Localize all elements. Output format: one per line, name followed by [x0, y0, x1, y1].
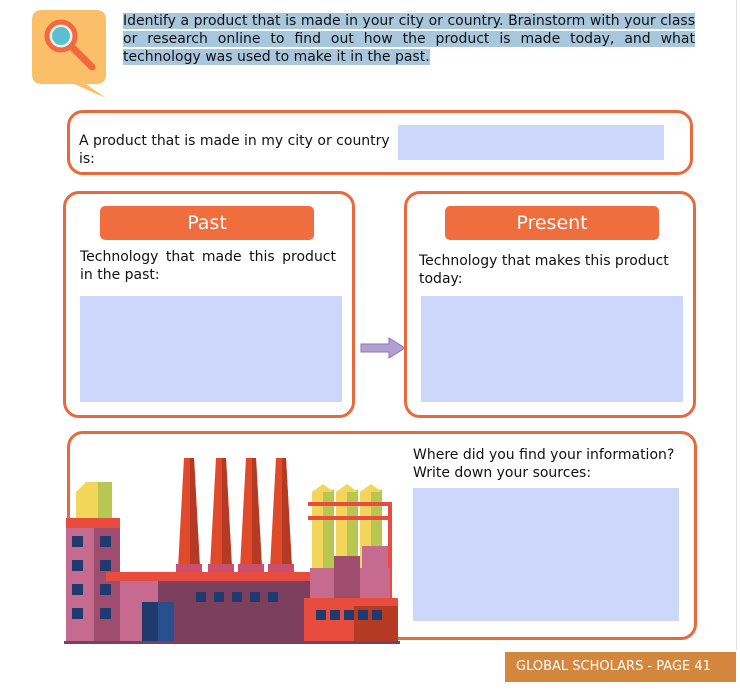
sources-prompt-line1: Where did you find your information? [413, 447, 675, 463]
present-title: Present [445, 206, 659, 240]
instructions-text: Identify a product that is made in your city or country. Brainstorm with your class or research online to find out how the product is made today, and what technology was used to make it in the past. [123, 13, 695, 65]
magnifier-icon [30, 6, 116, 102]
footer-page-label: GLOBAL SCHOLARS - PAGE 41 [505, 652, 736, 682]
past-field[interactable] [80, 296, 342, 402]
product-prompt: A product that is made in my city or country is: [79, 133, 390, 167]
past-prompt: Technology that made this product in the past: [80, 249, 336, 283]
sources-prompt-line2: Write down your sources: [413, 465, 592, 481]
present-prompt: Technology that makes this product today: [419, 253, 669, 287]
past-title: Past [100, 206, 314, 240]
factory-illustration [64, 456, 400, 644]
product-field[interactable] [398, 125, 664, 160]
arrow-right-icon [359, 337, 407, 359]
page-edge-rule [736, 0, 737, 650]
sources-field[interactable] [413, 488, 679, 621]
present-field[interactable] [421, 296, 683, 402]
sources-prompt [413, 446, 693, 482]
